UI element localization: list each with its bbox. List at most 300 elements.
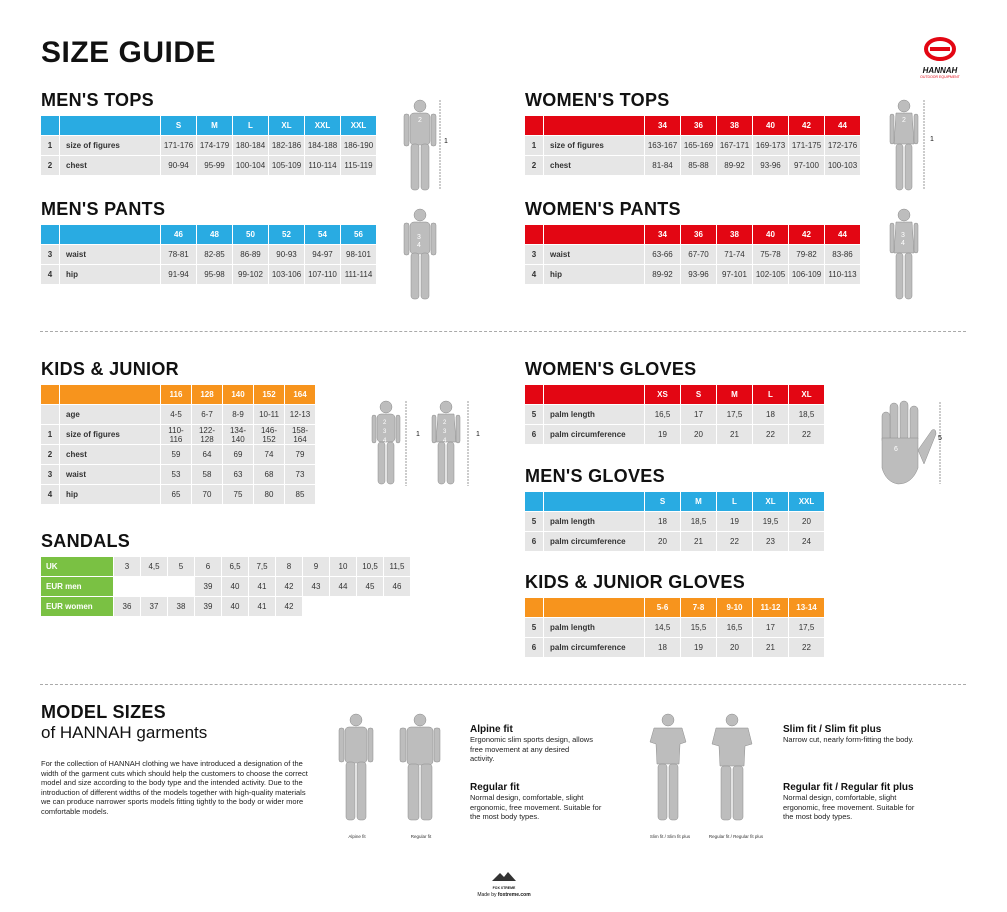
size-value: 75-78 [753, 245, 788, 264]
size-header: M [717, 385, 752, 404]
row-label: age [60, 405, 160, 424]
size-value: 19 [645, 425, 680, 444]
fit-desc: Narrow cut, nearly form-fitting the body. [783, 735, 914, 744]
size-header: 38 [717, 225, 752, 244]
row-label: chest [60, 445, 160, 464]
womens-pants-table [524, 224, 861, 285]
svg-text:2: 2 [418, 117, 422, 124]
header-blank [41, 385, 59, 404]
figure-label: 1 [416, 431, 420, 438]
size-value: 90-93 [269, 245, 304, 264]
size-header: 56 [341, 225, 376, 244]
size-value: 82-85 [197, 245, 232, 264]
sandal-size: 6 [195, 557, 221, 576]
header-blank [544, 385, 644, 404]
size-value: 18,5 [681, 512, 716, 531]
size-value: 17 [681, 405, 716, 424]
child-figure-boy [368, 398, 428, 490]
row-index: 5 [525, 512, 543, 531]
table-row [525, 136, 860, 155]
size-value: 21 [681, 532, 716, 551]
size-value: 22 [789, 425, 824, 444]
row-label: palm length [544, 512, 644, 531]
size-header: 116 [161, 385, 191, 404]
size-header: 152 [254, 385, 284, 404]
section-divider [40, 331, 966, 332]
row-index: 3 [41, 245, 59, 264]
size-value: 79 [285, 445, 315, 464]
size-value: 59 [161, 445, 191, 464]
size-value: 97-100 [789, 156, 824, 175]
header-blank [544, 598, 644, 617]
row-index: 4 [41, 265, 59, 284]
sandal-size: 5 [168, 557, 194, 576]
sandal-size: 43 [303, 577, 329, 596]
row-index: 6 [525, 425, 543, 444]
size-value: 110-116 [161, 425, 191, 444]
size-header: XXL [789, 492, 824, 511]
table-row [525, 245, 860, 264]
header-blank [60, 225, 160, 244]
size-value: 180-184 [233, 136, 268, 155]
row-label: size of figures [60, 425, 160, 444]
size-value: 182-186 [269, 136, 304, 155]
size-value: 18 [645, 512, 680, 531]
caption-regular-plus: Regular fit / Regular fit plus [708, 834, 764, 839]
size-value: 95-98 [197, 265, 232, 284]
svg-text:2: 2 [902, 117, 906, 124]
size-value: 68 [254, 465, 284, 484]
size-value: 79-82 [789, 245, 824, 264]
row-index: 2 [41, 445, 59, 464]
caption-regular: Regular fit [410, 834, 432, 839]
fit-regular-plus [783, 782, 973, 822]
size-header: 40 [753, 225, 788, 244]
sandal-size: 9 [303, 557, 329, 576]
logo-text: HANNAH [922, 66, 958, 75]
size-value: 158-164 [285, 425, 315, 444]
mens-pants-table [40, 224, 377, 285]
sandal-size: 6,5 [222, 557, 248, 576]
sandal-size: 4,5 [141, 557, 167, 576]
sandal-size: 7,5 [249, 557, 275, 576]
size-value: 169-173 [753, 136, 788, 155]
section-divider [40, 684, 966, 685]
size-value: 167-171 [717, 136, 752, 155]
size-value: 186-190 [341, 136, 376, 155]
size-value: 18 [753, 405, 788, 424]
sandal-size: 39 [195, 597, 221, 616]
size-value: 4-5 [161, 405, 191, 424]
size-header: L [753, 385, 788, 404]
size-header: M [197, 116, 232, 135]
table-row [525, 425, 824, 444]
size-value: 69 [223, 445, 253, 464]
sandal-size: 10 [330, 557, 356, 576]
model-figures-alpine-regular [334, 712, 454, 832]
header-blank [544, 116, 644, 135]
table-header-row [41, 116, 376, 135]
svg-text:4: 4 [443, 438, 447, 444]
header-blank [60, 385, 160, 404]
size-header: 34 [645, 225, 680, 244]
size-value: 10-11 [254, 405, 284, 424]
womens-tops-title: WOMEN'S TOPS [525, 90, 670, 110]
row-index: 6 [525, 638, 543, 657]
size-value: 103-106 [269, 265, 304, 284]
sandal-size: 37 [141, 597, 167, 616]
size-header: 38 [717, 116, 752, 135]
table-header-row [525, 385, 824, 404]
table-row [41, 577, 410, 596]
sandal-size: 40 [222, 597, 248, 616]
sandal-size: 41 [249, 597, 275, 616]
table-row [525, 618, 824, 637]
row-index: 1 [41, 136, 59, 155]
male-figure-tops [398, 96, 458, 196]
size-value: 95-99 [197, 156, 232, 175]
size-header: 5-6 [645, 598, 680, 617]
size-value: 20 [681, 425, 716, 444]
size-value: 85 [285, 485, 315, 504]
fit-title: Regular fit [470, 782, 520, 793]
womens-gloves-table [524, 384, 825, 445]
size-value: 146-152 [254, 425, 284, 444]
size-value: 58 [192, 465, 222, 484]
size-header: S [645, 492, 680, 511]
hannah-logo [912, 36, 968, 79]
size-value: 18 [645, 638, 680, 657]
sandal-row-label: EUR men [41, 577, 113, 596]
size-header: M [681, 492, 716, 511]
model-sizes-subtitle: of HANNAH garments [41, 723, 208, 742]
kids-gloves-table [524, 597, 825, 658]
size-value: 85-88 [681, 156, 716, 175]
size-value: 134-140 [223, 425, 253, 444]
sandal-size: 41 [249, 577, 275, 596]
size-value: 12-13 [285, 405, 315, 424]
row-label: hip [60, 485, 160, 504]
fit-desc: Ergonomic slim sports design, allows free movement at any desired activity. [470, 735, 593, 763]
size-header: 13-14 [789, 598, 824, 617]
size-value: 110-113 [825, 265, 860, 284]
size-value: 89-92 [717, 156, 752, 175]
row-index: 2 [525, 156, 543, 175]
size-value: 78-81 [161, 245, 196, 264]
size-value: 172-176 [825, 136, 860, 155]
caption-slim: Slim fit / Slim fit plus [649, 834, 691, 839]
size-value: 19,5 [753, 512, 788, 531]
table-row [41, 136, 376, 155]
size-value: 74 [254, 445, 284, 464]
fit-title: Alpine fit [470, 724, 513, 735]
sandal-size [168, 577, 194, 596]
size-header: XL [269, 116, 304, 135]
svg-text:3: 3 [417, 234, 421, 241]
size-value: 8-9 [223, 405, 253, 424]
size-value: 20 [645, 532, 680, 551]
child-figure-girl [428, 398, 488, 490]
table-row [525, 638, 824, 657]
womens-pants-title: WOMEN'S PANTS [525, 199, 681, 219]
page-title: SIZE GUIDE [41, 36, 217, 69]
table-row [41, 597, 410, 616]
model-sizes-text: For the collection of HANNAH clothing we have introduced a designation of the width of the garment cuts which should help the customers to choose the correct model and size according to the body type and the intended activity. Due to the introduction of different widths of the models together with high-quality materials we can produce narrower sports models fitting tightly to the body or wider more comfortable models. [41, 759, 308, 816]
size-header: 44 [825, 116, 860, 135]
size-header: 54 [305, 225, 340, 244]
fit-alpine [470, 724, 620, 764]
size-header: 44 [825, 225, 860, 244]
row-index: 3 [525, 245, 543, 264]
size-value: 80 [254, 485, 284, 504]
header-blank [544, 492, 644, 511]
sandal-size: 45 [357, 577, 383, 596]
kids-gloves-title: KIDS & JUNIOR GLOVES [525, 572, 746, 592]
size-value: 22 [717, 532, 752, 551]
size-value: 107-110 [305, 265, 340, 284]
size-value: 93-96 [753, 156, 788, 175]
size-value: 53 [161, 465, 191, 484]
row-label: palm circumference [544, 532, 644, 551]
sandals-title: SANDALS [41, 531, 131, 551]
size-value: 94-97 [305, 245, 340, 264]
sandal-size: 36 [114, 597, 140, 616]
size-value: 106-109 [789, 265, 824, 284]
size-value: 165-169 [681, 136, 716, 155]
header-blank [525, 598, 543, 617]
table-row [41, 557, 410, 576]
svg-text:3: 3 [901, 232, 905, 239]
size-value: 171-175 [789, 136, 824, 155]
size-value: 20 [789, 512, 824, 531]
row-label: hip [544, 265, 644, 284]
row-index: 4 [525, 265, 543, 284]
size-header: XL [753, 492, 788, 511]
size-value: 122-128 [192, 425, 222, 444]
size-value: 110-114 [305, 156, 340, 175]
mens-tops-table [40, 115, 377, 176]
size-header: XS [645, 385, 680, 404]
svg-text:4: 4 [383, 438, 387, 444]
table-row [41, 485, 315, 504]
table-row [41, 445, 315, 464]
size-value: 91-94 [161, 265, 196, 284]
table-row [41, 156, 376, 175]
size-value: 6-7 [192, 405, 222, 424]
size-value: 99-102 [233, 265, 268, 284]
caption-alpine: Alpine fit [348, 834, 366, 839]
size-value: 105-109 [269, 156, 304, 175]
size-value: 102-105 [753, 265, 788, 284]
svg-text:4: 4 [417, 242, 421, 249]
sandal-size: 39 [195, 577, 221, 596]
figure-label: 1 [444, 138, 448, 145]
row-label: chest [544, 156, 644, 175]
womens-tops-table [524, 115, 861, 176]
size-header: L [233, 116, 268, 135]
footer-brand: FOX XTREME [492, 886, 516, 890]
size-value: 14,5 [645, 618, 680, 637]
fit-title: Slim fit / Slim fit plus [783, 724, 882, 735]
footer [474, 868, 534, 898]
size-value: 15,5 [681, 618, 716, 637]
size-value: 90-94 [161, 156, 196, 175]
size-value: 22 [753, 425, 788, 444]
sandal-size: 42 [276, 597, 302, 616]
row-label: palm circumference [544, 425, 644, 444]
size-header: 164 [285, 385, 315, 404]
sandal-size [141, 577, 167, 596]
size-value: 100-104 [233, 156, 268, 175]
row-label: size of figures [60, 136, 160, 155]
footer-site[interactable]: foxtreme.com [497, 892, 531, 898]
sandals-table [40, 556, 411, 617]
size-value: 16,5 [717, 618, 752, 637]
header-blank [525, 225, 543, 244]
logo-tagline: OUTDOOR EQUIPMENT [920, 75, 960, 79]
size-header: 42 [789, 116, 824, 135]
fit-desc: Normal design, comfortable, slight ergonomic, free movement. Suitable for the most body types. [470, 793, 602, 821]
size-value: 174-179 [197, 136, 232, 155]
row-index: 1 [525, 136, 543, 155]
size-header: 9-10 [717, 598, 752, 617]
header-blank [525, 116, 543, 135]
size-header: 50 [233, 225, 268, 244]
table-header-row [525, 116, 860, 135]
womens-gloves-title: WOMEN'S GLOVES [525, 359, 697, 379]
size-value: 17 [753, 618, 788, 637]
size-header: S [161, 116, 196, 135]
size-header: 140 [223, 385, 253, 404]
size-value: 19 [717, 512, 752, 531]
svg-text:2: 2 [443, 420, 447, 426]
svg-text:4: 4 [901, 240, 905, 247]
figure-label: 5 [938, 435, 942, 442]
row-index: 1 [41, 425, 59, 444]
sandal-size: 44 [330, 577, 356, 596]
mens-gloves-title: MEN'S GLOVES [525, 466, 665, 486]
row-label: palm circumference [544, 638, 644, 657]
row-label: palm length [544, 618, 644, 637]
table-header-row [41, 225, 376, 244]
table-row [41, 265, 376, 284]
header-blank [41, 225, 59, 244]
size-header: L [717, 492, 752, 511]
fit-title: Regular fit / Regular fit plus [783, 782, 914, 793]
model-sizes-title: MODEL SIZES [41, 702, 166, 722]
table-row [41, 405, 315, 424]
size-value: 21 [753, 638, 788, 657]
female-figure-tops [882, 96, 942, 196]
hand-figure [860, 398, 950, 490]
size-value: 19 [681, 638, 716, 657]
figure-label: 1 [476, 431, 480, 438]
row-index: 4 [41, 485, 59, 504]
svg-text:3: 3 [443, 429, 447, 435]
size-value: 24 [789, 532, 824, 551]
table-row [41, 245, 376, 264]
size-value: 65 [161, 485, 191, 504]
header-blank [544, 225, 644, 244]
sandal-size: 42 [276, 577, 302, 596]
mountain-icon [492, 871, 516, 881]
size-header: 36 [681, 225, 716, 244]
sandal-size: 38 [168, 597, 194, 616]
size-header: 52 [269, 225, 304, 244]
figure-label: 1 [930, 136, 934, 143]
table-row [525, 156, 860, 175]
size-value: 93-96 [681, 265, 716, 284]
size-header: S [681, 385, 716, 404]
header-blank [525, 492, 543, 511]
mens-pants-title: MEN'S PANTS [41, 199, 166, 219]
size-value: 83-86 [825, 245, 860, 264]
size-header: 7-8 [681, 598, 716, 617]
row-label: size of figures [544, 136, 644, 155]
size-value: 111-114 [341, 265, 376, 284]
size-value: 63 [223, 465, 253, 484]
sandal-row-label: EUR women [41, 597, 113, 616]
footer-made-by: Made by [477, 892, 497, 898]
table-row [525, 265, 860, 284]
size-value: 75 [223, 485, 253, 504]
size-value: 163-167 [645, 136, 680, 155]
table-row [525, 405, 824, 424]
size-value: 16,5 [645, 405, 680, 424]
size-value: 81-84 [645, 156, 680, 175]
header-blank [60, 116, 160, 135]
size-header: 36 [681, 116, 716, 135]
row-index: 5 [525, 405, 543, 424]
row-index [41, 405, 59, 424]
sandal-size [114, 577, 140, 596]
sandal-row-label: UK [41, 557, 113, 576]
svg-text:6: 6 [894, 446, 898, 453]
row-label: waist [60, 465, 160, 484]
size-value: 70 [192, 485, 222, 504]
table-row [41, 425, 315, 444]
size-value: 73 [285, 465, 315, 484]
size-value: 97-101 [717, 265, 752, 284]
sandal-size: 10,5 [357, 557, 383, 576]
row-label: hip [60, 265, 160, 284]
sandal-size: 11,5 [384, 557, 410, 576]
model-figures-slim-regular [646, 712, 766, 832]
row-label: waist [544, 245, 644, 264]
fit-slim [783, 724, 973, 745]
size-value: 63-66 [645, 245, 680, 264]
sandal-size: 3 [114, 557, 140, 576]
kids-title: KIDS & JUNIOR [41, 359, 179, 379]
size-value: 184-188 [305, 136, 340, 155]
mens-gloves-table [524, 491, 825, 552]
header-blank [41, 116, 59, 135]
row-index: 5 [525, 618, 543, 637]
svg-text:2: 2 [383, 420, 387, 426]
table-row [525, 512, 824, 531]
size-value: 71-74 [717, 245, 752, 264]
sandal-size: 46 [384, 577, 410, 596]
size-value: 89-92 [645, 265, 680, 284]
sandal-size: 40 [222, 577, 248, 596]
size-header: 34 [645, 116, 680, 135]
svg-text:3: 3 [383, 429, 387, 435]
size-value: 23 [753, 532, 788, 551]
mens-tops-title: MEN'S TOPS [41, 90, 154, 110]
table-row [525, 532, 824, 551]
table-header-row [525, 225, 860, 244]
size-header: 40 [753, 116, 788, 135]
